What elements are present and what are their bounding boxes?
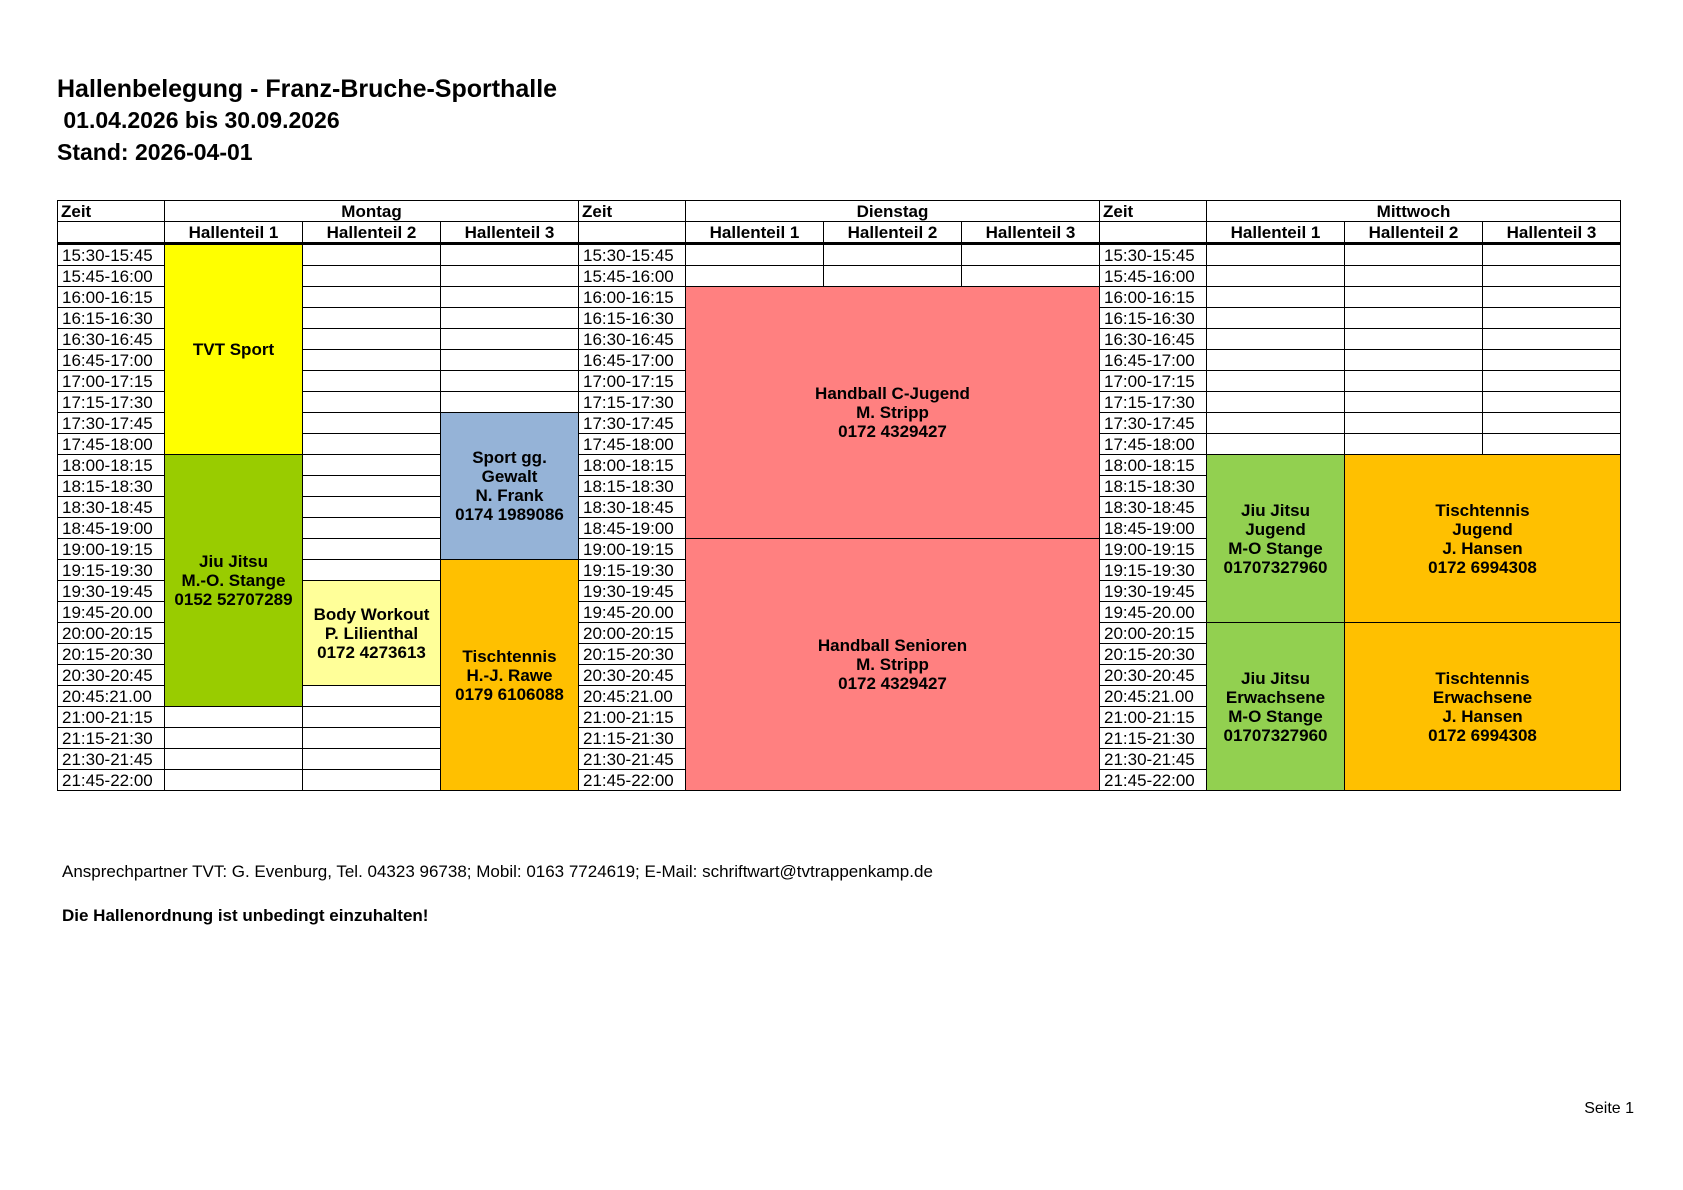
empty-cell xyxy=(303,518,441,539)
booking-line: Jugend xyxy=(1452,519,1513,539)
time-cell: 20:45:21.00 xyxy=(579,686,686,707)
time-cell: 19:15-19:30 xyxy=(579,560,686,581)
booking-line: Jugend xyxy=(1245,519,1306,539)
booking-line: M-O Stange xyxy=(1228,538,1323,558)
time-cell: 19:30-19:45 xyxy=(58,581,165,602)
table-row xyxy=(58,244,1621,266)
empty-cell xyxy=(303,728,441,749)
empty-cell xyxy=(1345,308,1483,329)
time-cell: 17:30-17:45 xyxy=(58,413,165,434)
time-cell: 19:00-19:15 xyxy=(579,539,686,560)
time-cell: 20:30-20:45 xyxy=(1100,665,1207,686)
empty-cell xyxy=(303,266,441,287)
time-cell: 18:30-18:45 xyxy=(579,497,686,518)
time-cell: 17:30-17:45 xyxy=(579,413,686,434)
empty-cell xyxy=(1207,329,1345,350)
empty-cell xyxy=(686,266,824,287)
empty-cell xyxy=(1207,392,1345,413)
time-cell: 21:30-21:45 xyxy=(1100,749,1207,770)
time-cell: 20:45:21.00 xyxy=(58,686,165,707)
time-cell: 18:30-18:45 xyxy=(1100,497,1207,518)
time-cell: 17:45-18:00 xyxy=(58,434,165,455)
time-cell: 21:45-22:00 xyxy=(58,770,165,791)
booking-line: 0172 4329427 xyxy=(838,674,947,693)
empty-cell xyxy=(1483,350,1621,371)
empty-cell xyxy=(441,392,579,413)
time-cell: 19:15-19:30 xyxy=(58,560,165,581)
empty-cell xyxy=(962,266,1100,287)
time-cell: 18:45-19:00 xyxy=(1100,518,1207,539)
empty-cell xyxy=(1483,266,1621,287)
booking-line: Jiu Jitsu xyxy=(1241,500,1310,520)
empty-cell xyxy=(1483,329,1621,350)
time-cell: 16:00-16:15 xyxy=(579,287,686,308)
time-cell: 16:45-17:00 xyxy=(579,350,686,371)
empty-cell xyxy=(1345,434,1483,455)
time-cell: 18:00-18:15 xyxy=(58,455,165,476)
empty-cell xyxy=(1207,266,1345,287)
empty-cell xyxy=(303,455,441,476)
time-cell: 21:15-21:30 xyxy=(58,728,165,749)
hallenteil-header: Hallenteil 3 xyxy=(962,222,1100,244)
booking-line: J. Hansen xyxy=(1442,706,1523,726)
time-cell: 18:45-19:00 xyxy=(579,518,686,539)
empty-cell xyxy=(1345,350,1483,371)
empty-cell xyxy=(165,728,303,749)
hallenteil-header: Hallenteil 2 xyxy=(303,222,441,244)
header-row-parts xyxy=(58,222,1621,244)
time-cell: 19:15-19:30 xyxy=(1100,560,1207,581)
booking-line: N. Frank xyxy=(475,486,544,505)
time-cell: 15:45-16:00 xyxy=(1100,266,1207,287)
booking-line: 0152 52707289 xyxy=(174,590,293,609)
day-header: Dienstag xyxy=(686,201,1100,222)
booking-line: Erwachsene xyxy=(1432,687,1533,707)
booking-line: P. Lilienthal xyxy=(324,623,419,643)
empty-cell xyxy=(303,770,441,791)
empty-cell xyxy=(303,434,441,455)
empty-cell xyxy=(441,308,579,329)
empty-cell xyxy=(1207,413,1345,434)
booking-line: M. Stripp xyxy=(856,403,929,422)
booking-line: 0172 4329427 xyxy=(838,422,947,441)
time-cell: 16:30-16:45 xyxy=(579,329,686,350)
time-cell: 15:30-15:45 xyxy=(579,244,686,266)
zeit-header: Zeit xyxy=(58,201,165,222)
empty-cell xyxy=(303,749,441,770)
time-cell: 21:30-21:45 xyxy=(579,749,686,770)
empty-cell xyxy=(1483,287,1621,308)
empty-cell xyxy=(303,539,441,560)
empty-cell xyxy=(1483,244,1621,266)
time-cell: 20:45:21.00 xyxy=(1100,686,1207,707)
empty-cell xyxy=(1207,287,1345,308)
booking-line: M.-O. Stange xyxy=(181,571,286,590)
booking-line: Jiu Jitsu xyxy=(1241,668,1310,688)
empty-cell xyxy=(303,329,441,350)
booking-line: Sport gg. xyxy=(472,448,547,467)
time-cell: 21:00-21:15 xyxy=(579,707,686,728)
empty-cell xyxy=(962,244,1100,266)
empty-cell xyxy=(1345,371,1483,392)
time-cell: 15:45-16:00 xyxy=(58,266,165,287)
empty-cell xyxy=(303,244,441,266)
booking-line: Erwachsene xyxy=(1225,687,1326,707)
time-cell: 19:00-19:15 xyxy=(1100,539,1207,560)
hallenteil-header: Hallenteil 2 xyxy=(1345,222,1483,244)
date-range: 01.04.2026 bis 30.09.2026 xyxy=(57,107,340,133)
time-cell: 21:30-21:45 xyxy=(58,749,165,770)
empty-cell xyxy=(1483,308,1621,329)
empty-cell xyxy=(1207,350,1345,371)
booking-line: 01707327960 xyxy=(1223,725,1328,745)
booking-line: 01707327960 xyxy=(1223,557,1328,577)
empty-cell xyxy=(303,308,441,329)
empty-cell xyxy=(303,392,441,413)
empty-cell xyxy=(1345,413,1483,434)
booking-line: Handball Senioren xyxy=(817,636,968,655)
time-cell: 18:15-18:30 xyxy=(579,476,686,497)
hallenteil-header: Hallenteil 1 xyxy=(686,222,824,244)
booking-tt-erw xyxy=(1345,623,1621,791)
empty-cell xyxy=(165,770,303,791)
booking-line: J. Hansen xyxy=(1442,538,1523,558)
time-cell: 18:15-18:30 xyxy=(1100,476,1207,497)
time-cell: 16:30-16:45 xyxy=(58,329,165,350)
time-cell: 20:15-20:30 xyxy=(58,644,165,665)
day-header: Montag xyxy=(165,201,579,222)
booking-line: Body Workout xyxy=(313,604,430,624)
empty-cell xyxy=(1483,434,1621,455)
empty-cell xyxy=(441,371,579,392)
time-cell: 20:00-20:15 xyxy=(58,623,165,644)
time-cell: 16:00-16:15 xyxy=(1100,287,1207,308)
time-cell: 18:00-18:15 xyxy=(579,455,686,476)
empty-cell xyxy=(1345,392,1483,413)
booking-line: 0174 1989086 xyxy=(455,505,564,524)
booking-tvt xyxy=(165,244,303,455)
time-cell: 16:30-16:45 xyxy=(1100,329,1207,350)
booking-line: H.-J. Rawe xyxy=(466,665,553,685)
time-cell: 17:30-17:45 xyxy=(1100,413,1207,434)
empty-cell xyxy=(1345,244,1483,266)
hall-rules-note: Die Hallenordnung ist unbedingt einzuhalten! xyxy=(62,906,429,925)
empty-cell xyxy=(1100,222,1207,244)
time-cell: 17:00-17:15 xyxy=(579,371,686,392)
time-cell: 20:30-20:45 xyxy=(58,665,165,686)
hallenteil-header: Hallenteil 3 xyxy=(441,222,579,244)
time-cell: 17:45-18:00 xyxy=(579,434,686,455)
hallenteil-header: Hallenteil 3 xyxy=(1483,222,1621,244)
empty-cell xyxy=(303,287,441,308)
booking-line: 0172 6994308 xyxy=(1428,725,1537,745)
booking-jiu-jug xyxy=(1207,455,1345,623)
time-cell: 21:45-22:00 xyxy=(579,770,686,791)
booking-hb-s xyxy=(686,539,1100,791)
booking-line: 0172 6994308 xyxy=(1428,557,1537,577)
time-cell: 16:15-16:30 xyxy=(58,308,165,329)
page-title: Hallenbelegung - Franz-Bruche-Sporthalle xyxy=(57,75,558,103)
time-cell: 21:15-21:30 xyxy=(579,728,686,749)
booking-line: TVT Sport xyxy=(192,340,275,359)
empty-cell xyxy=(824,266,962,287)
booking-hb-c xyxy=(686,287,1100,539)
empty-cell xyxy=(1483,392,1621,413)
empty-cell xyxy=(165,749,303,770)
empty-cell xyxy=(1207,371,1345,392)
empty-cell xyxy=(1483,371,1621,392)
empty-cell xyxy=(303,476,441,497)
time-cell: 17:00-17:15 xyxy=(58,371,165,392)
booking-line: Tischtennis xyxy=(462,646,557,666)
empty-cell xyxy=(165,707,303,728)
time-cell: 18:30-18:45 xyxy=(58,497,165,518)
time-cell: 15:30-15:45 xyxy=(1100,244,1207,266)
empty-cell xyxy=(1345,266,1483,287)
booking-jiu-mo xyxy=(165,455,303,707)
empty-cell xyxy=(303,707,441,728)
zeit-header: Zeit xyxy=(579,201,686,222)
empty-cell xyxy=(303,497,441,518)
time-cell: 16:45-17:00 xyxy=(58,350,165,371)
booking-line: 0172 4273613 xyxy=(317,642,426,662)
empty-cell xyxy=(579,222,686,244)
time-cell: 17:15-17:30 xyxy=(579,392,686,413)
time-cell: 20:00-20:15 xyxy=(1100,623,1207,644)
empty-cell xyxy=(303,413,441,434)
booking-tt-jug xyxy=(1345,455,1621,623)
time-cell: 20:15-20:30 xyxy=(579,644,686,665)
empty-cell xyxy=(686,244,824,266)
empty-cell xyxy=(303,560,441,581)
time-cell: 18:45-19:00 xyxy=(58,518,165,539)
contact-line: Ansprechpartner TVT: G. Evenburg, Tel. 04323 96738; Mobil: 0163 7724619; E-Mail: schriftwart@tvtrappenkamp.de xyxy=(62,862,933,881)
time-cell: 17:15-17:30 xyxy=(1100,392,1207,413)
time-cell: 15:45-16:00 xyxy=(579,266,686,287)
booking-line: Handball C-Jugend xyxy=(815,384,970,403)
booking-sport xyxy=(441,413,579,560)
booking-jiu-erw xyxy=(1207,623,1345,791)
empty-cell xyxy=(1207,434,1345,455)
time-cell: 19:00-19:15 xyxy=(58,539,165,560)
time-cell: 16:00-16:15 xyxy=(58,287,165,308)
time-cell: 19:45-20.00 xyxy=(579,602,686,623)
time-cell: 19:45-20.00 xyxy=(1100,602,1207,623)
stand-date: Stand: 2026-04-01 xyxy=(57,139,253,165)
header-row-days xyxy=(58,201,1621,222)
time-cell: 20:30-20:45 xyxy=(579,665,686,686)
empty-cell xyxy=(441,350,579,371)
time-cell: 20:00-20:15 xyxy=(579,623,686,644)
empty-cell xyxy=(1345,287,1483,308)
empty-cell xyxy=(1207,244,1345,266)
empty-cell xyxy=(441,329,579,350)
booking-line: Tischtennis xyxy=(1435,500,1530,520)
time-cell: 17:00-17:15 xyxy=(1100,371,1207,392)
booking-line: M. Stripp xyxy=(856,655,929,674)
hallenteil-header: Hallenteil 1 xyxy=(165,222,303,244)
booking-line: Jiu Jitsu xyxy=(199,552,268,571)
time-cell: 18:15-18:30 xyxy=(58,476,165,497)
time-cell: 17:15-17:30 xyxy=(58,392,165,413)
hallenteil-header: Hallenteil 2 xyxy=(824,222,962,244)
booking-body xyxy=(303,581,441,686)
time-cell: 20:15-20:30 xyxy=(1100,644,1207,665)
time-cell: 15:30-15:45 xyxy=(58,244,165,266)
booking-line: Gewalt xyxy=(481,467,538,486)
empty-cell xyxy=(303,350,441,371)
booking-tt-mo xyxy=(441,560,579,791)
page-number: Seite 1 xyxy=(1584,1100,1634,1117)
time-cell: 16:45-17:00 xyxy=(1100,350,1207,371)
empty-cell xyxy=(1207,308,1345,329)
time-cell: 19:30-19:45 xyxy=(579,581,686,602)
zeit-header: Zeit xyxy=(1100,201,1207,222)
empty-cell xyxy=(441,287,579,308)
empty-cell xyxy=(441,266,579,287)
empty-cell xyxy=(1345,329,1483,350)
time-cell: 21:00-21:15 xyxy=(58,707,165,728)
booking-line: M-O Stange xyxy=(1228,706,1323,726)
schedule-table xyxy=(57,200,1621,791)
empty-cell xyxy=(441,244,579,266)
time-cell: 21:00-21:15 xyxy=(1100,707,1207,728)
empty-cell xyxy=(1483,413,1621,434)
booking-line: Tischtennis xyxy=(1435,668,1530,688)
empty-cell xyxy=(58,222,165,244)
empty-cell xyxy=(824,244,962,266)
time-cell: 16:15-16:30 xyxy=(1100,308,1207,329)
empty-cell xyxy=(303,686,441,707)
time-cell: 18:00-18:15 xyxy=(1100,455,1207,476)
empty-cell xyxy=(303,371,441,392)
time-cell: 21:15-21:30 xyxy=(1100,728,1207,749)
time-cell: 17:45-18:00 xyxy=(1100,434,1207,455)
booking-line: 0179 6106088 xyxy=(455,684,564,704)
time-cell: 19:30-19:45 xyxy=(1100,581,1207,602)
day-header: Mittwoch xyxy=(1207,201,1621,222)
time-cell: 19:45-20.00 xyxy=(58,602,165,623)
hallenteil-header: Hallenteil 1 xyxy=(1207,222,1345,244)
time-cell: 16:15-16:30 xyxy=(579,308,686,329)
time-cell: 21:45-22:00 xyxy=(1100,770,1207,791)
